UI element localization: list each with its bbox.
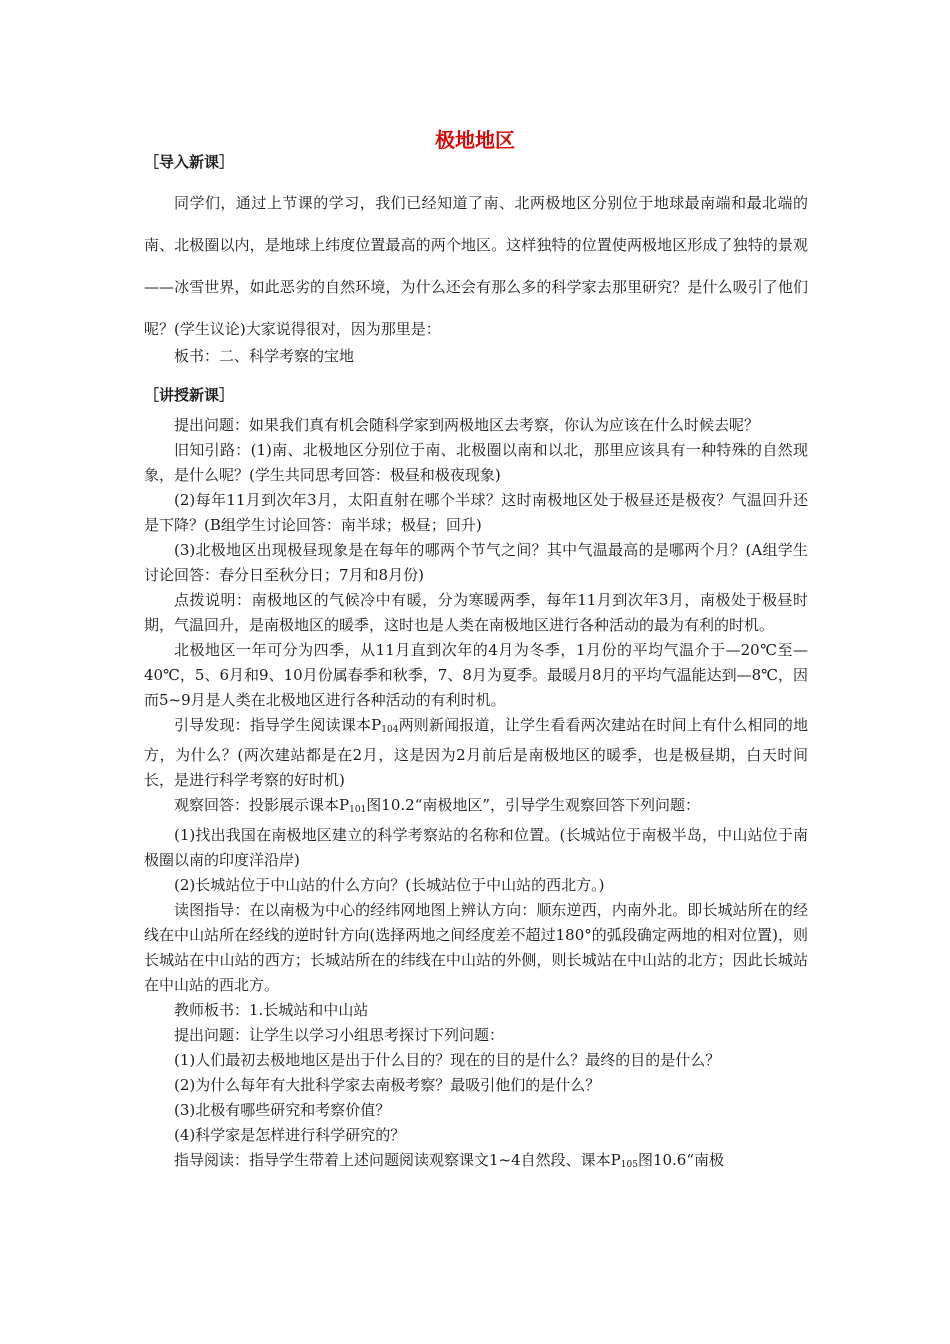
- paragraph: 教师板书：1.长城站和中山站: [174, 1001, 369, 1019]
- paragraph: (4)科学家是怎样进行科学研究的？: [174, 1126, 406, 1144]
- guide-paragraph: 引导发现：指导学生阅读课本$P_{104}$两则新闻报道，让学生看看两次建站在时间上有什么相同的地方，为什么？(两次建站都是在2月，这是因为2月前后是南极地区的暖季，也是极昼期，白天时间长，是进行科学考察的好时机): [144, 716, 808, 789]
- paragraph: (1)找出我国在南极地区建立的科学考察站的名称和位置。(长城站位于南极半岛，中山站位于南极圈以南的印度洋沿岸): [144, 826, 808, 869]
- page-title: 极地地区: [435, 128, 515, 152]
- paragraph: 点拨说明：南极地区的气候冷中有暖，分为寒暖两季，每年11月到次年3月，南极处于极昼时期，气温回升，是南极地区的暖季，这时也是人类在南极地区进行各种活动的最为有利的时机。: [144, 591, 808, 634]
- lesson-body: [144, 413, 808, 1178]
- paragraph: (1)人们最初去极地地区是出于什么目的？现在的目的是什么？最终的目的是什么？: [174, 1051, 721, 1069]
- paragraph: 北极地区一年可分为四季，从11月直到次年的4月为冬季，1月份的平均气温介于—20℃至—40℃，5、6月和9、10月份属春季和秋季，7、8月为夏季。最暖月8月的平均气温能达到—8℃，因而5~9月是人类在北极地区进行各种活动的有利时机。: [144, 641, 808, 709]
- paragraph: 读图指导：在以南极为中心的经纬网地图上辨认方向：顺东逆西，内南外北。即长城站所在的经线在中山站所在经线的逆时针方向(选择两地之间经度差不超过180°的弧段确定两地的相对位置)，则长城站在中山站的西方；长城站所在的纬线在中山站的外侧，则长城站在中山站的北方；因此长城站在中山站的西北方。: [144, 901, 808, 994]
- paragraph: (2)每年11月到次年3月，太阳直射在哪个半球？这时南极地区处于极昼还是极夜？气温回升还是下降？(B组学生讨论回答：南半球；极昼；回升): [144, 491, 808, 534]
- section-heading-intro: ［导入新课］: [144, 153, 235, 171]
- paragraph: 旧知引路：(1)南、北极地区分别位于南、北极圈以南和以北，那里应该具有一种特殊的自然现象，是什么呢？(学生共同思考回答：极昼和极夜现象): [144, 441, 808, 484]
- paragraph: (3)北极地区出现极昼现象是在每年的哪两个节气之间？其中气温最高的是哪两个月？(A组学生讨论回答：春分日至秋分日；7月和8月份): [144, 541, 808, 584]
- paragraph: (2)为什么每年有大批科学家去南极考察？最吸引他们的是什么？: [174, 1076, 601, 1094]
- paragraph: 提出问题：让学生以学习小组思考探讨下列问题：: [174, 1026, 505, 1044]
- paragraph: (3)北极有哪些研究和考察价值？: [174, 1101, 391, 1119]
- observe-paragraph: 观察回答：投影展示课本$P_{101}$图10.2“南极地区”，引导学生观察回答下列问题：: [174, 796, 701, 815]
- intro-paragraph: 同学们，通过上节课的学习，我们已经知道了南、北两极地区分别位于地球最南端和最北端的南、北极圈以内，是地球上纬度位置最高的两个地区。这样独特的位置使两极地区形成了独特的景观——冰雪世界，如此恶劣的自然环境，为什么还会有那么多的科学家去那里研究？是什么吸引了他们呢？(学生议论)大家说得很对，因为那里是：: [144, 194, 808, 338]
- intro-board-note: 板书：二、科学考察的宝地: [174, 347, 355, 365]
- paragraph: 提出问题：如果我们真有机会随科学家到两极地区去考察，你认为应该在什么时候去呢？: [174, 416, 760, 434]
- section-heading-teach: ［讲授新课］: [144, 386, 235, 404]
- paragraph: (2)长城站位于中山站的什么方向？(长城站位于中山站的西北方。): [174, 876, 605, 894]
- reading-paragraph: 指导阅读：指导学生带着上述问题阅读观察课文1~4自然段、课本$P_{105}$图10.6“南极: [174, 1151, 725, 1170]
